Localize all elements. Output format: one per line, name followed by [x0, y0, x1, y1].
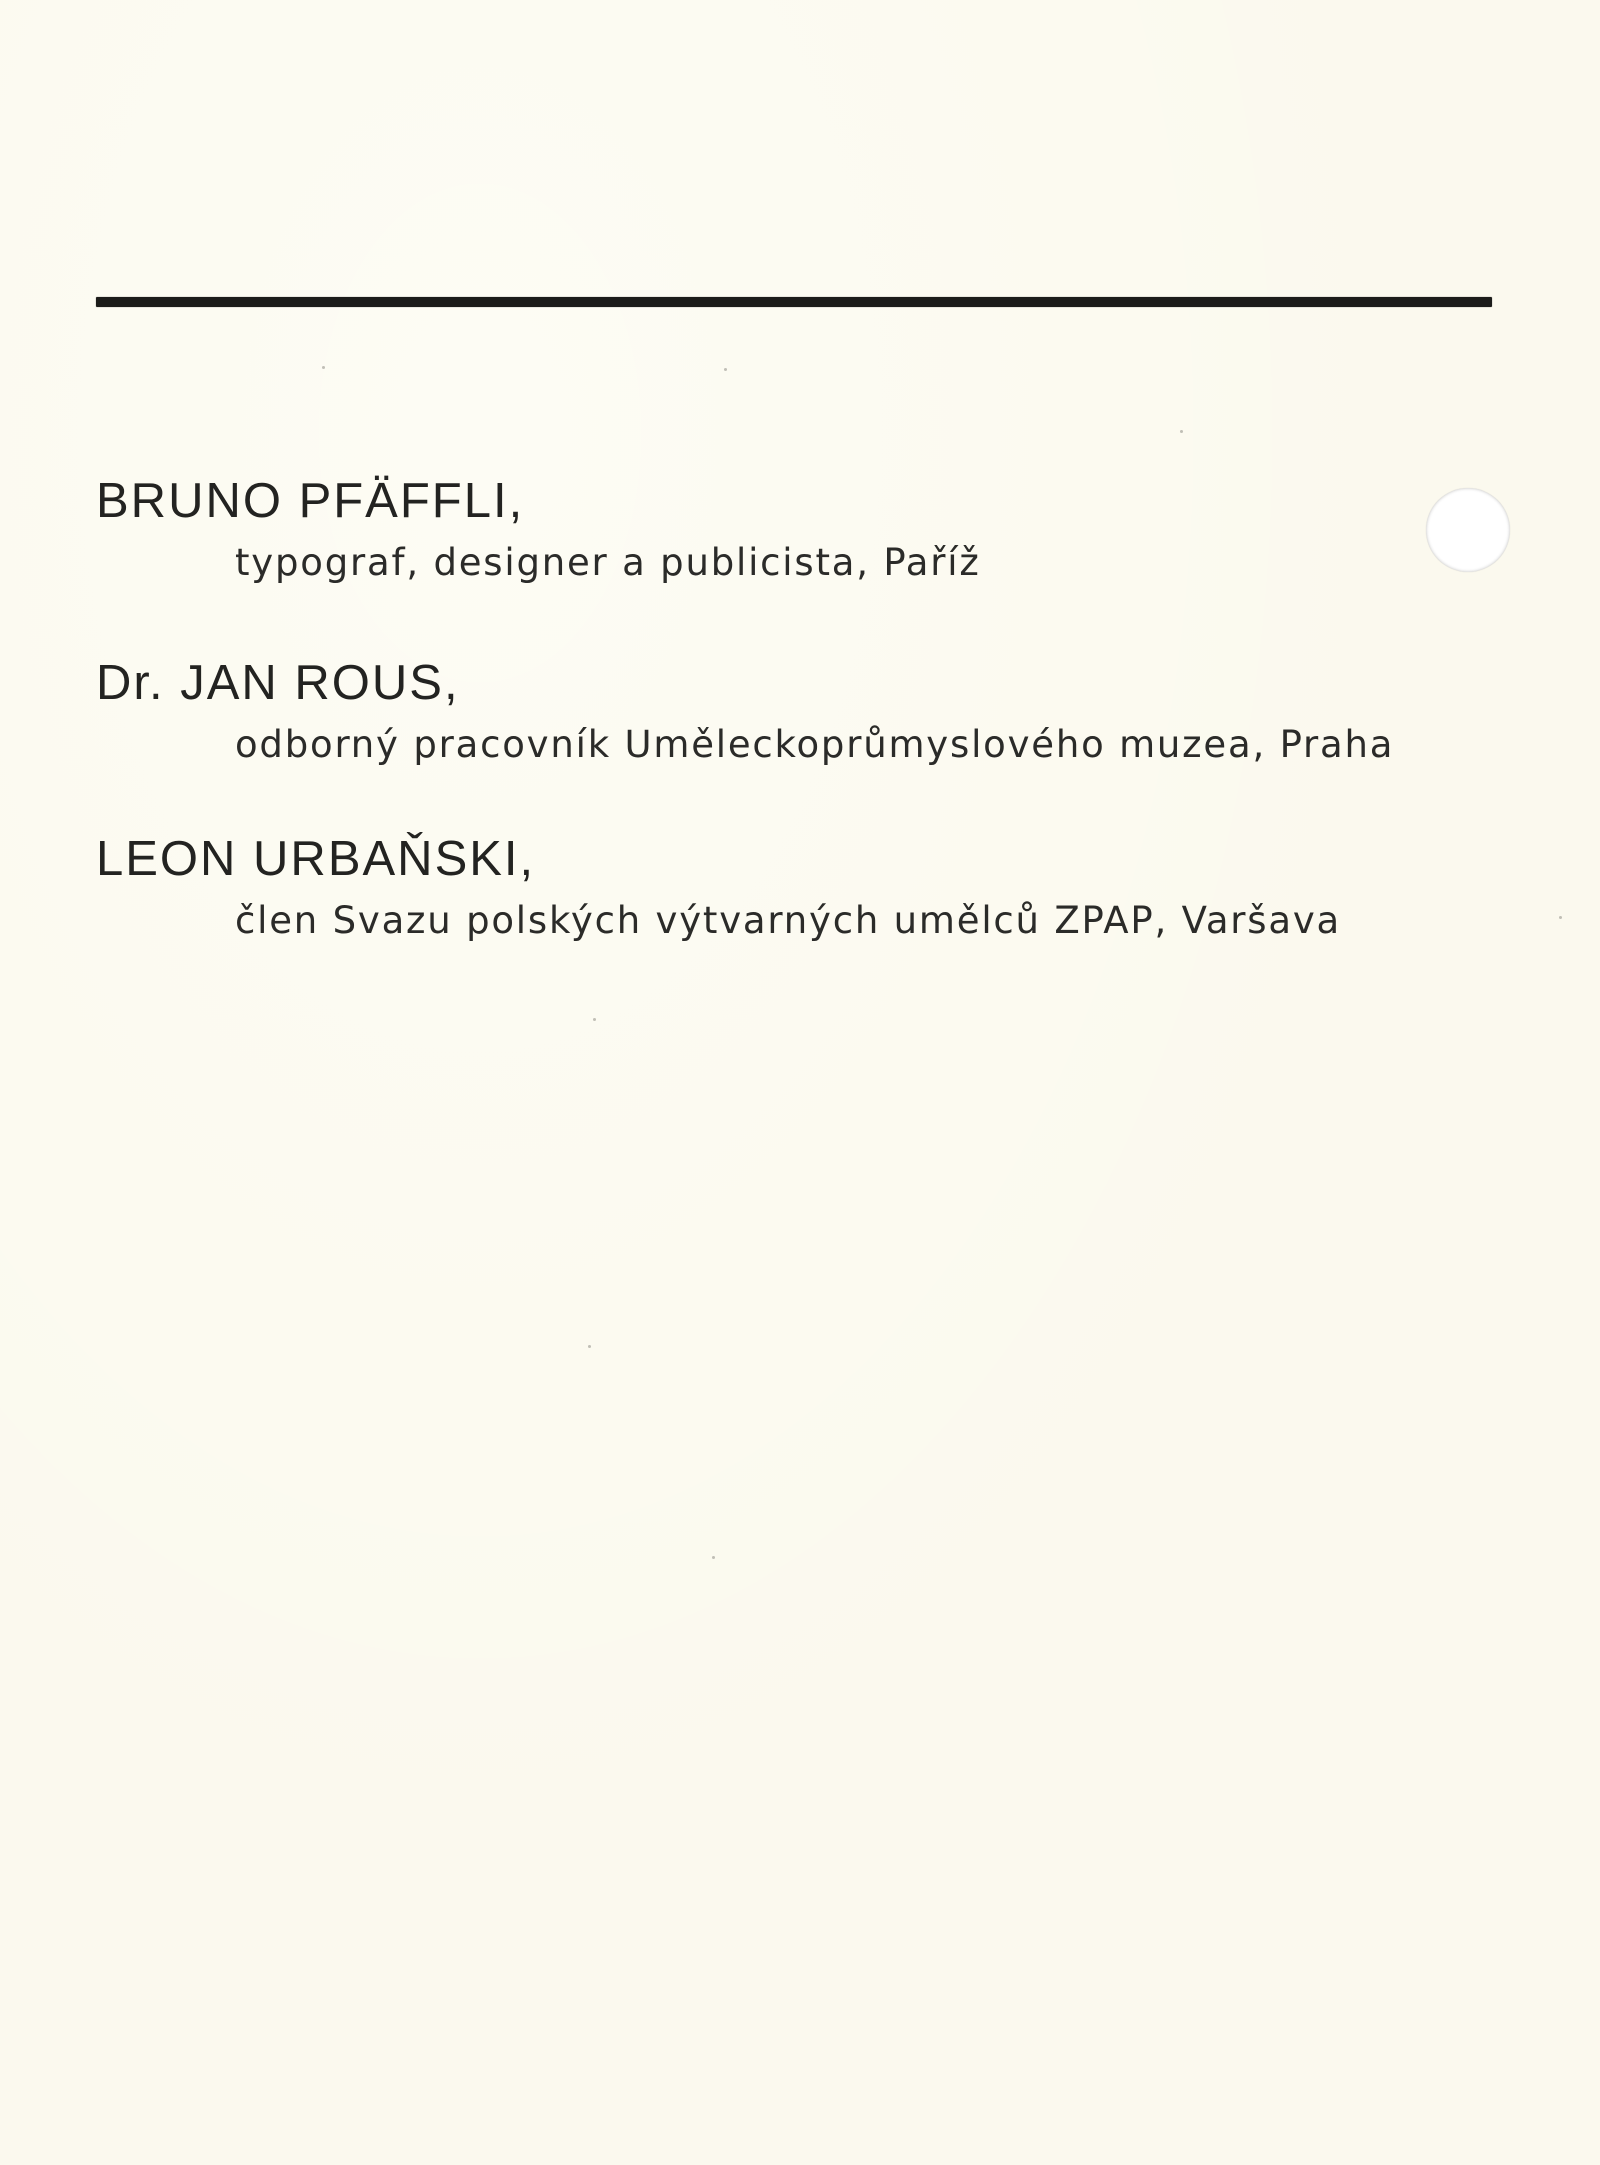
contributor-name: LEON URBAŇSKI, — [96, 832, 536, 886]
paper-speck — [322, 366, 325, 369]
contributor-entry — [96, 470, 1496, 590]
contributor-name: BRUNO PFÄFFLI, — [96, 474, 525, 528]
contributor-name: Dr. JAN ROUS, — [96, 656, 460, 710]
paper-speck — [712, 1556, 715, 1559]
paper-speck — [1180, 430, 1183, 433]
paper-speck — [588, 1345, 591, 1348]
paper-speck — [724, 368, 727, 371]
paper-speck — [593, 1018, 596, 1021]
horizontal-rule — [96, 297, 1492, 307]
paper-speck — [1559, 916, 1562, 919]
contributor-description: člen Svazu polských výtvarných umělců ZPAP, Varšava — [235, 899, 1342, 942]
contributor-entry — [96, 828, 1496, 948]
contributor-description: odborný pracovník Uměleckoprůmyslového muzea, Praha — [235, 723, 1395, 766]
contributor-entry — [96, 652, 1496, 772]
contributor-description: typograf, designer a publicista, Paříž — [235, 541, 981, 584]
